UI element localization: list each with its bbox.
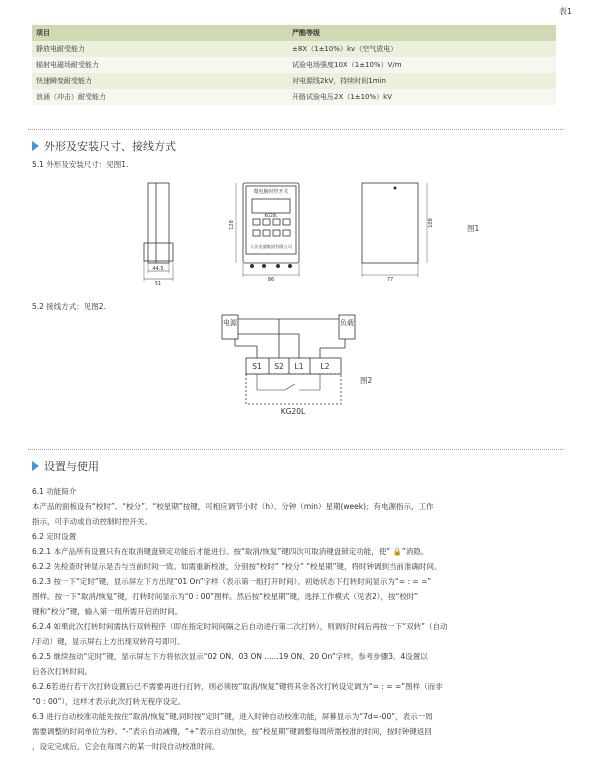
body-line: 6.2 定时设置 xyxy=(32,532,77,541)
body-line: /手动）键，显示屏右上方出现双转符号即可。 xyxy=(32,637,185,646)
table-label: 表1 xyxy=(558,7,572,16)
power-source-label xyxy=(223,318,238,327)
dotted-divider xyxy=(28,129,563,130)
table-cell: 静放电耐受能力 xyxy=(32,41,288,57)
terminal-l2: L2 xyxy=(320,362,330,371)
table-row xyxy=(32,89,556,105)
body-line: 键和“校分”键，输入第一组所需开启的时间。 xyxy=(32,607,183,616)
body-line: 6.2.5 继续按动“定时”键，显示屏左下方将依次显示“02 ON、03 ON ......19 ON、20 On”字样，参考步骤3、4设置以 xyxy=(32,652,428,661)
section-title: 外形及安装尺寸、接线方式 xyxy=(44,140,176,153)
section-6-body xyxy=(32,484,560,754)
table-row xyxy=(32,73,556,89)
terminal-s1: S1 xyxy=(252,362,262,371)
table-cell: 试验电场强度10X（1±10%）V/m xyxy=(288,57,556,73)
body-line: 6.1 功能简介 xyxy=(32,487,77,496)
body-line: 6.2.1 本产品所有设置只有在取消键盘锁定功能后才能进行。按“取消/恢复”键四次可取消键盘锁定功能，使“ 🔒”消隐。 xyxy=(32,547,429,556)
section-heading xyxy=(32,138,176,154)
body-line: “0 : 00”），这样才表示此次打转无程序设定。 xyxy=(32,697,186,706)
body-line: 指示，可手动或自动控制时控开关。 xyxy=(32,517,152,526)
section-5-1-text: 5.1 外形及安装尺寸：见图1. xyxy=(32,160,129,169)
wiring-lines xyxy=(222,315,355,404)
body-line: 本产品的面板设有“校时”、“校分”、“校星期”按键，可相应调节小时（h）、分钟（min）星期(week)；有电源指示，工作 xyxy=(32,502,434,511)
power-label: 电源 xyxy=(223,319,237,327)
dotted-divider xyxy=(28,449,563,450)
section-heading xyxy=(32,458,99,474)
section-5-2-text: 5.2 接线方式：见图2. xyxy=(32,302,106,311)
spec-table xyxy=(32,25,556,105)
table-row xyxy=(32,41,556,57)
body-line: 6.2.2 先检查时钟显示是否与当前时间一致。如需重新校准，分别按“校时” “校分” “校星期”键，将时钟调到当前准确时间。 xyxy=(32,562,442,571)
dim-front-height: 128 xyxy=(229,220,235,230)
fig2-model-label: KG20L xyxy=(280,407,306,416)
table-header-row xyxy=(32,25,556,41)
figure-2-caption: 图2 xyxy=(360,376,373,385)
load-label-text xyxy=(340,318,354,327)
back-view xyxy=(362,183,427,277)
terminal-s2: S2 xyxy=(274,362,284,371)
terminal-l1: L1 xyxy=(294,362,304,371)
triangle-bullet-icon xyxy=(32,461,39,471)
triangle-bullet-icon xyxy=(32,141,39,151)
device-title: 微电脑时控开关 xyxy=(253,189,289,195)
table-cell: 快速瞬变耐受能力 xyxy=(32,73,288,89)
device-maker: 人民电器集团有限公司 xyxy=(250,244,292,249)
dim-back-width: 77 xyxy=(386,277,394,283)
section-title: 设置与使用 xyxy=(44,460,99,473)
table-cell: 浪涌（冲击）耐受能力 xyxy=(32,89,288,105)
body-line: 后各次打转时间。 xyxy=(32,667,92,676)
figure-2-wiring-diagram xyxy=(215,310,365,422)
dim-side-51: 51 xyxy=(154,281,162,287)
body-line: 需要调整的时间单位为秒。“-”表示自动减慢，“+”表示自动加快，按“校星期”键调整每周所需校准的时间，按时钟键返回 xyxy=(32,727,432,736)
table-cell: 辐射电磁场耐受能力 xyxy=(32,57,288,73)
mounting-hole xyxy=(394,187,397,190)
body-line: 6.2.4 如果此次打转时间需执行双转程序（即在指定时间间隔之后自动进行第二次打转），则调好时间后再按一下“双转”（自动 xyxy=(32,622,448,631)
front-view xyxy=(236,183,299,277)
terminal-screws xyxy=(250,264,292,268)
table-header-cell: 严酷等级 xyxy=(288,25,556,41)
device-model: KG20L xyxy=(264,213,278,218)
dim-side-44: 44.5 xyxy=(152,266,164,272)
figure-1-caption: 图1 xyxy=(467,224,480,233)
dim-back-height: 108 xyxy=(428,218,434,228)
body-line: 6.2.3 按一下“定时”键，显示屏左下方出现“01 On”字样（表示第一组打开时间）。初始状态下打转时间显示为“= : = =” xyxy=(32,577,432,586)
table-row xyxy=(32,57,556,73)
table-cell: 开路试验电压2X（1±10%）kV xyxy=(288,89,556,105)
body-line: ，设定完成后，它会在每周六的某一时段自动校准时间。 xyxy=(32,742,220,751)
table-cell: ±8X（1±10%）kv（空气放电） xyxy=(288,41,556,57)
body-line: 图样。按一下“取消/恢复”键，打转时间显示为“0 : 00”图样。然后按“校星期”键，选择工作模式（见表2），按“校时” xyxy=(32,592,419,601)
load-label: 负载 xyxy=(340,319,354,327)
figure-1-outline-drawing xyxy=(140,175,450,290)
dim-front-width: 86 xyxy=(267,277,275,283)
body-line: 6.3 进行自动校准功能先按住“取消/恢复”键,同时按“定时”键，进入时钟自动校准功能，屏幕显示为“7d=-00”，表示一周 xyxy=(32,712,433,721)
table-header-cell: 项目 xyxy=(32,25,288,41)
table-cell: 对电源线2kV，持续时间1min xyxy=(288,73,556,89)
body-line: 6.2.6若进行若干次打转设置后已不需要再进行打转，则必须按“取消/恢复”键将其余各次打转设定调为“= : = =”图样（而非 xyxy=(32,682,443,691)
